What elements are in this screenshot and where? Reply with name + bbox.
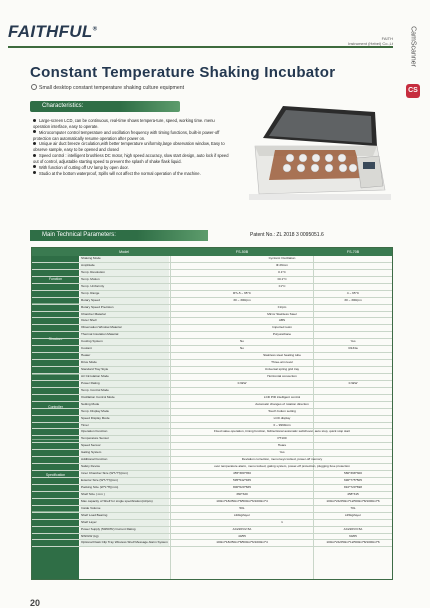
parameter-value: 0.1°C bbox=[278, 269, 286, 274]
parameter-value: Mirror Stainless Steel bbox=[267, 311, 297, 316]
parameter-name: NW/GW (kg) bbox=[80, 534, 169, 540]
parameter-name: Safety Device bbox=[80, 464, 169, 470]
parameter-value: PT100 bbox=[277, 436, 287, 441]
parameter-name: Temp. Control Mode bbox=[80, 388, 169, 394]
camscanner-watermark bbox=[403, 18, 425, 178]
incubator-product-image bbox=[245, 98, 395, 210]
parameter-name: Shelf Load Bearing bbox=[80, 513, 169, 519]
header-fs70b: FS-70B bbox=[346, 250, 360, 254]
parameter-name: Cooling System bbox=[80, 339, 169, 345]
table-row bbox=[32, 457, 392, 464]
parameter-name: Optional Flask Clip Tray Wireless Shelf Message Alarm System bbox=[81, 540, 168, 545]
parameter-name: Amplitude bbox=[80, 263, 169, 269]
parameter-value: Φ 26mm bbox=[276, 262, 288, 267]
value-fs50b: 800*620*665 bbox=[233, 484, 251, 489]
value-fs70b: R134a bbox=[348, 346, 358, 351]
table-row bbox=[32, 367, 392, 374]
table-row bbox=[32, 339, 392, 346]
value-fs70b: 60/65 bbox=[349, 533, 357, 538]
table-row bbox=[32, 256, 392, 263]
value-fs50b: ≤10kg/layer bbox=[234, 512, 250, 517]
camscanner-label: CamScanner bbox=[409, 26, 417, 67]
table-row bbox=[32, 360, 392, 367]
parameter-name: Packing Size (W*L*H)(mm) bbox=[80, 485, 169, 491]
bullet-icon bbox=[33, 130, 36, 133]
parameters-heading: Main Technical Parameters: bbox=[30, 230, 208, 241]
parameter-value: Polyurethane bbox=[272, 332, 292, 337]
table-row bbox=[32, 263, 392, 270]
parameter-name: Speed Display Mode bbox=[80, 416, 169, 422]
value-fs50b: RT+5 ~ 65°C bbox=[232, 290, 252, 295]
parameter-name: Chamber Material bbox=[80, 312, 169, 318]
parameter-value: Imported resin bbox=[272, 325, 292, 330]
table-row bbox=[32, 305, 392, 312]
table-row bbox=[32, 436, 392, 443]
value-fs70b: 810*720*698 bbox=[344, 484, 362, 489]
table-row bbox=[32, 284, 392, 291]
table-row bbox=[32, 499, 392, 506]
value-fs70b: ≤15kg/layer bbox=[345, 512, 361, 517]
parameter-value: Cyclonic Oscillation bbox=[268, 256, 296, 260]
header-company-line: Instrument (Hebei) Co.,Lt bbox=[348, 41, 393, 46]
table-row bbox=[32, 374, 392, 381]
parameter-value: ±1°C bbox=[278, 283, 286, 288]
table-row bbox=[32, 506, 392, 513]
table-row bbox=[32, 540, 392, 547]
page-title: Constant Temperature Shaking Incubator bbox=[30, 64, 336, 81]
table-row bbox=[32, 325, 392, 332]
parameter-value: Hoare bbox=[277, 443, 287, 448]
value-fs50b: 30 ~ 300rpm bbox=[233, 297, 251, 302]
value-fs70b: 100ml*24/250ml*12/500ml*8/1000ml*6 bbox=[326, 498, 380, 503]
parameter-name: Observation Window Material bbox=[80, 325, 169, 331]
parameter-value: Stainless steel heating tube bbox=[263, 353, 301, 358]
value-fs50b: 40/55 bbox=[238, 533, 246, 538]
table-row bbox=[32, 409, 392, 416]
value-fs70b: 458*315 bbox=[347, 491, 359, 496]
parameter-name: Timer bbox=[80, 423, 169, 429]
table-row bbox=[32, 471, 392, 478]
value-fs50b: 360*320 bbox=[236, 491, 248, 496]
header-model: Model bbox=[119, 250, 129, 254]
bullet-icon bbox=[31, 84, 37, 90]
list-item: Large-screen LCD, can be continuous, real-time shows tempera-ture, speed, working time. menu operation interface, easy to operate. bbox=[33, 118, 215, 129]
parameter-name: Drive Mode bbox=[80, 360, 169, 366]
parameter-value: 0 ~ 9999min bbox=[273, 422, 291, 427]
table-row bbox=[32, 381, 392, 388]
bullet-icon bbox=[33, 154, 36, 157]
characteristics-heading: Characteristics: bbox=[30, 101, 180, 112]
value-fs50b: 455*380*350 bbox=[233, 471, 251, 476]
parameters-table bbox=[31, 247, 393, 580]
table-row bbox=[32, 318, 392, 325]
table-row bbox=[32, 423, 392, 430]
header-fs50b: FS-50B bbox=[235, 250, 249, 254]
table-row bbox=[32, 312, 392, 319]
parameter-name: Outer Shell bbox=[80, 318, 169, 324]
table-row bbox=[32, 402, 392, 409]
parameter-name: Temp. Resolution bbox=[80, 270, 169, 276]
subtitle-text: Small desktop constant temperature shaking culture equipment bbox=[39, 85, 185, 91]
value-fs50b: 50L bbox=[239, 505, 245, 510]
parameter-name: Temp. Display Mode bbox=[80, 409, 169, 415]
bullet-icon bbox=[33, 142, 36, 145]
parameter-name: Inner Chamber Size (W*L*H)(mm) bbox=[80, 471, 169, 477]
table-row bbox=[32, 277, 392, 284]
parameter-value: Touch button setting bbox=[268, 408, 296, 413]
parameter-name: Max capacity of Shelf for single specification(ml/pcs) bbox=[80, 499, 169, 505]
table-row bbox=[32, 291, 392, 298]
table-row bbox=[32, 478, 392, 485]
parameter-name: Temp. Motion bbox=[80, 277, 169, 283]
parameter-name: Temp. Uniformity bbox=[80, 284, 169, 290]
value-fs70b: Yes bbox=[350, 339, 356, 344]
list-item: With function of cutting off UV lamp by open door. bbox=[33, 165, 229, 171]
value-fs70b: 70L bbox=[350, 505, 356, 510]
parameter-name: Power Supply (50/60Hz) Current Rating bbox=[80, 527, 169, 533]
parameter-value: ±1rpm bbox=[277, 304, 287, 309]
parameter-name: Oscillation Control Mode bbox=[80, 395, 169, 401]
parameter-name: Inside Volume bbox=[80, 506, 169, 512]
page-subtitle bbox=[31, 84, 184, 91]
parameter-name: Gating System bbox=[80, 450, 169, 456]
parameter-value: Fixed value operation, timing function, bidirectional automatic switchover, auto stop, quick stop start bbox=[213, 429, 351, 434]
table-row bbox=[32, 298, 392, 305]
page-number: 20 bbox=[30, 598, 41, 608]
value-fs50b: 0.6kW bbox=[237, 380, 247, 385]
table-row bbox=[32, 395, 392, 402]
table-row bbox=[32, 527, 392, 534]
parameter-name: Standard Tray Style bbox=[80, 367, 169, 373]
list-item: Microcomputer control temperature and oscillation frequency with timing functions, built-in power-off protection can automatically resume operation after power on. bbox=[33, 129, 220, 141]
parameter-name: Air Circulation Mode bbox=[80, 374, 169, 380]
table-row bbox=[32, 513, 392, 520]
value-fs50b: 100ml*18/250ml*8/500ml*6/1000ml*4 bbox=[216, 498, 268, 503]
value-fs70b: 580*398*300 bbox=[344, 471, 362, 476]
value-fs50b: No bbox=[240, 346, 244, 351]
table-row bbox=[32, 429, 392, 436]
header-company-line: FAITH bbox=[381, 36, 393, 41]
table-row bbox=[32, 520, 392, 527]
header-divider bbox=[8, 46, 393, 48]
table-row bbox=[32, 492, 392, 499]
list-item: Unique air duct breeze circulation,with better temperature uniformity,large observation window, Easy to observe sample, easy to be opened and closed bbox=[33, 141, 225, 153]
parameter-value: over temperature alarm, menu locked, gating system, power-off protection, plugging fuse protection bbox=[214, 464, 350, 469]
bullet-icon bbox=[33, 171, 36, 174]
parameter-name: Operation Function bbox=[80, 429, 169, 435]
parameter-value: Universal spring grid tray bbox=[264, 367, 300, 371]
table-row bbox=[32, 534, 392, 541]
parameter-name: Temperature Sensor bbox=[80, 436, 169, 442]
value-fs70b: 4 ~ 65°C bbox=[346, 290, 360, 295]
value-fs50b: No bbox=[240, 339, 244, 344]
table-header bbox=[32, 248, 392, 256]
parameter-name: Setting Mode bbox=[80, 402, 169, 408]
parameter-value: LCD PID intelligent control bbox=[263, 394, 301, 399]
value-fs50b: 100ml*18/250ml*8/500ml*6/1000ml*4 bbox=[216, 540, 268, 545]
parameter-value: Horizontal convection bbox=[267, 373, 297, 378]
header-company bbox=[345, 36, 393, 46]
table-group-label: Specification bbox=[32, 440, 79, 511]
parameter-value: Yes bbox=[279, 450, 285, 455]
table-row bbox=[32, 464, 392, 471]
value-fs50b: AC220V/2.5A bbox=[232, 526, 252, 531]
parameter-value: Three-arm level bbox=[271, 360, 293, 365]
table-group-label: Structure bbox=[32, 304, 79, 375]
bullet-icon bbox=[33, 119, 36, 122]
camscanner-icon: CS bbox=[406, 84, 420, 98]
table-row bbox=[32, 332, 392, 339]
parameter-name: Shaking Mode bbox=[80, 256, 169, 262]
table-row bbox=[32, 270, 392, 277]
parameter-name: Shelf Size ( mm ) bbox=[80, 492, 169, 498]
parameter-value: ±0.1°C bbox=[277, 276, 287, 281]
parameter-value: ABS bbox=[278, 318, 286, 323]
table-row bbox=[32, 485, 392, 492]
table-row bbox=[32, 450, 392, 457]
parameter-name: Temp. Range bbox=[80, 291, 169, 297]
parameter-value: Deviation correction, menu keys locked, power-off memory bbox=[241, 457, 323, 462]
table-body bbox=[32, 256, 392, 547]
parameter-name: Coolant bbox=[80, 346, 169, 352]
patent-number: Patent No.: ZL 2018 3 0095051.6 bbox=[250, 232, 324, 238]
parameter-name: Rotary Speed Precision bbox=[80, 305, 169, 311]
value-fs70b: 0.9kW bbox=[348, 380, 358, 385]
characteristics-list bbox=[33, 118, 229, 176]
table-row bbox=[32, 388, 392, 395]
parameter-value: LCD display bbox=[273, 415, 291, 420]
parameter-name: Exterior Size (W*L*H)(mm) bbox=[80, 478, 169, 484]
table-row bbox=[32, 353, 392, 360]
table-row bbox=[32, 416, 392, 423]
list-item: Studio at the bottom waterproof, Spills will not affect the normal operation of the machine. bbox=[33, 171, 229, 177]
parameter-name: Thermal Insulation Material bbox=[80, 332, 169, 338]
table-group-label: Function bbox=[32, 256, 79, 304]
list-item: Speed control : intelligent brushless DC motor, high speed accuracy, slow start design, auto lock if speed out of control, adjustable starting speed to prevent the splash of shake flask liquid. bbox=[33, 153, 229, 164]
brand-logo: FAITHFUL® bbox=[8, 22, 98, 41]
value-fs70b: 30 ~ 300rpm bbox=[344, 297, 362, 302]
table-row bbox=[32, 346, 392, 353]
parameter-name: Heater bbox=[80, 353, 169, 359]
parameter-value: 1 bbox=[281, 519, 283, 524]
value-fs70b: 690*775*505 bbox=[344, 478, 362, 482]
table-group-label: Controller bbox=[32, 375, 79, 440]
parameter-name: Power Rating bbox=[80, 381, 169, 387]
parameter-name: Rotary Speed bbox=[80, 298, 169, 304]
parameter-name: Shelf Layer bbox=[80, 520, 169, 526]
value-fs50b: 595*542*465 bbox=[233, 478, 251, 482]
value-fs70b: 100ml*24/250ml*12/500ml*8/1000ml*6 bbox=[326, 540, 380, 545]
parameter-name: Additional Function bbox=[80, 457, 169, 463]
value-fs70b: AC220V/3.5A bbox=[343, 526, 363, 531]
parameter-value: Automatic changes of rotation direction bbox=[255, 401, 309, 406]
table-row bbox=[32, 443, 392, 450]
bullet-icon bbox=[33, 165, 36, 168]
parameter-name: Speed Sensor bbox=[80, 443, 169, 449]
